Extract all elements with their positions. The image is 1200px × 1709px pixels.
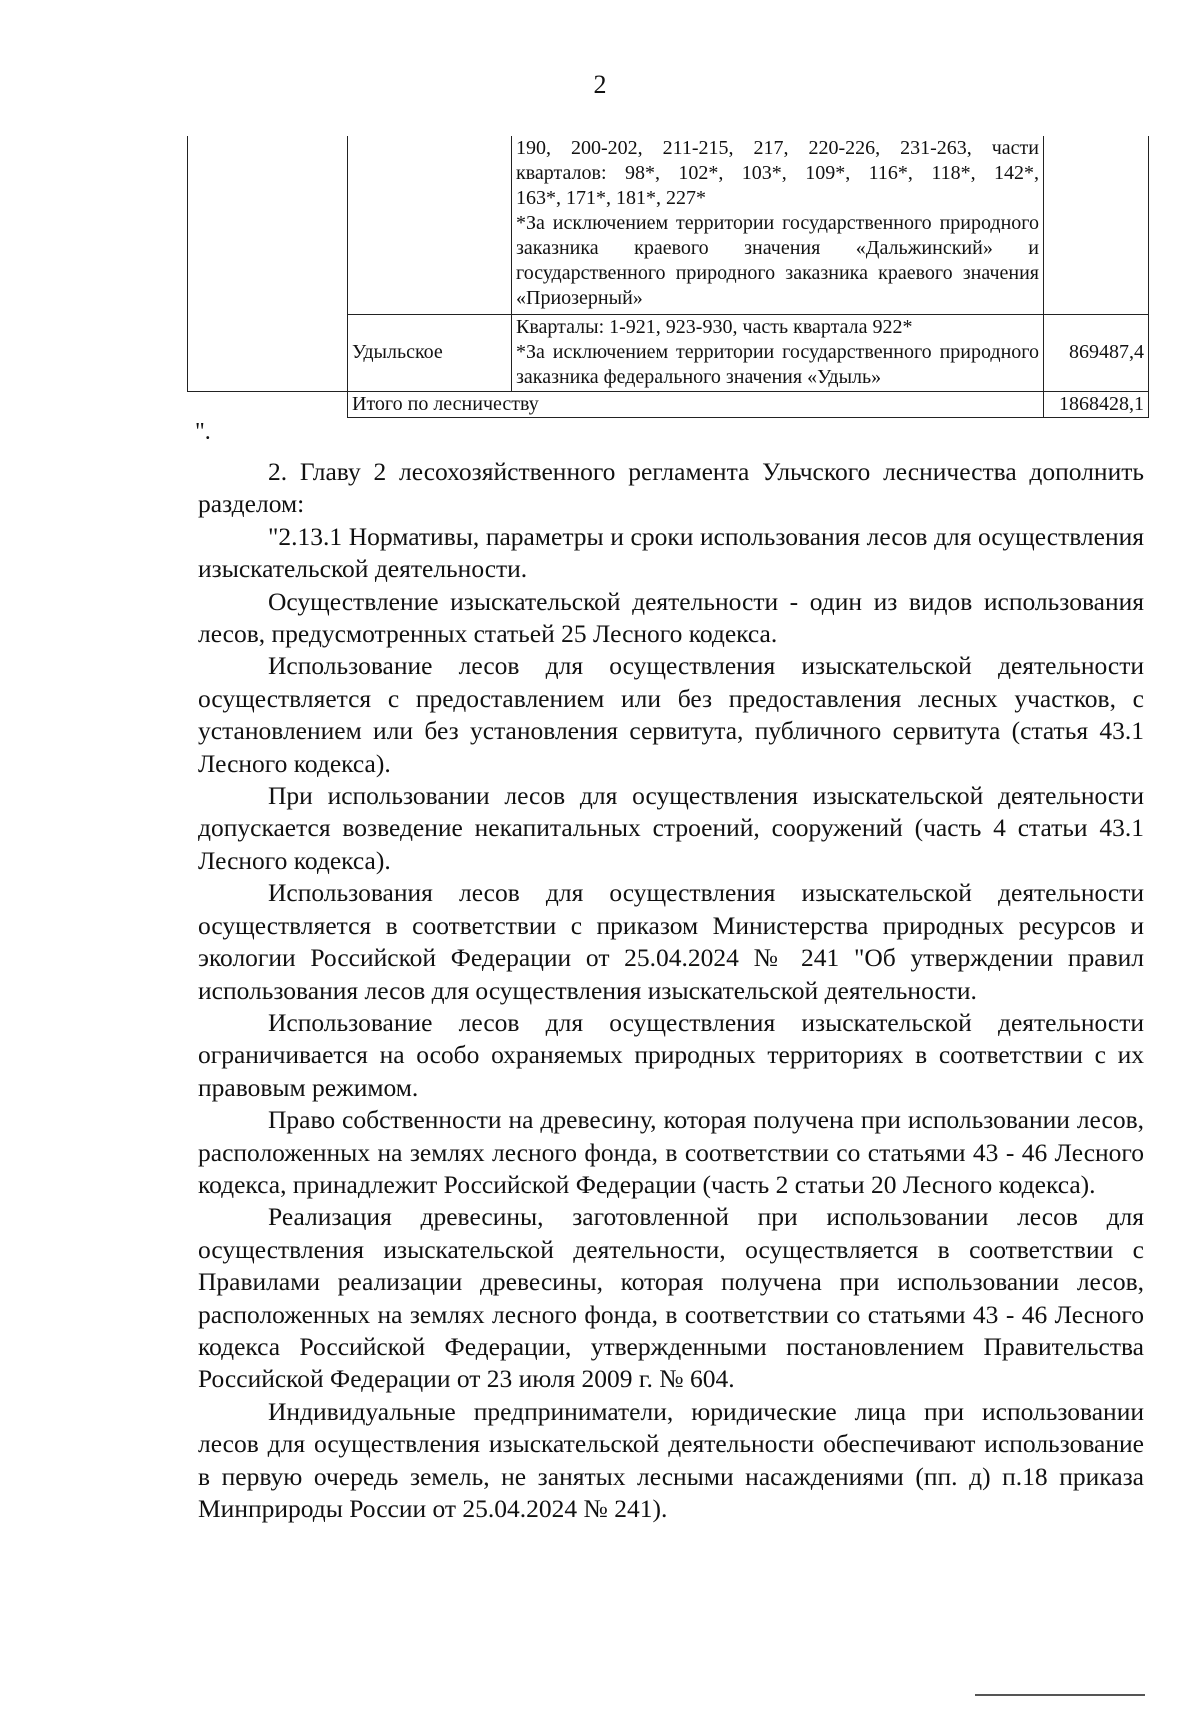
paragraph: Осуществление изыскательской деятельности - один из видов использования лесов, предусмотренных статьей 25 Лесного кодекса. (198, 586, 1144, 649)
closing-quote: ". (195, 419, 211, 445)
quarters-note: *За исключением территории государственного природного заказника федерального значения «Удыль» (516, 340, 1039, 388)
table-cell-quarters (512, 136, 1044, 314)
paragraph: Использование лесов для осуществления изыскательской деятельности осуществляется с предоставлением или без предоставления лесных участков, с установлением или без установления сервитута, публичного сервитута (статья 43.1 Лесного кодекса). (198, 651, 1144, 778)
table-cell-empty (188, 391, 348, 417)
forestry-table (187, 136, 1149, 418)
paragraph: Индивидуальные предприниматели, юридические лица при использовании лесов для осуществления изыскательской деятельности обеспечивают использование в первую очередь земель, не занятых лесными насаждениями (пп. д) п.18 приказа Минприроды России от 25.04.2024 № 241). (198, 1396, 1144, 1523)
paragraph: При использовании лесов для осуществления изыскательской деятельности допускается возведение некапитальных строений, сооружений (часть 4 статьи 43.1 Лесного кодекса). (198, 781, 1144, 875)
quarters-line: 163*, 171*, 181*, 227* (516, 187, 706, 209)
table-cell-area (1044, 136, 1149, 314)
total-area: 1868428,1 (1044, 391, 1149, 417)
table-cell-area: 869487,4 (1044, 314, 1149, 391)
quarters-line: Кварталы: 1-921, 923-930, часть квартала 922* (516, 315, 913, 338)
table-cell-quarters (512, 314, 1044, 391)
footer-rule (975, 1694, 1145, 1696)
quarters-note: *За исключением территории государственного природного заказника краевого значения «Дальжинский» и государственного природного заказника краевого значения «Приозерный» (516, 212, 1039, 309)
table-row-total (188, 391, 1149, 417)
document-body (198, 456, 1144, 1525)
paragraph: Реализация древесины, заготовленной при использовании лесов для осуществления изыскательской деятельности, осуществляется в соответствии с Правилами реализации древесины, которая получена при использовании лесов, расположенных на землях лесного фонда, в соответствии со статьями 43 - 46 Лесного кодекса Российской Федерации, утвержденными постановлением Правительства Российской Федерации от 23 июля 2009 г. № 604. (198, 1202, 1144, 1394)
paragraph: "2.13.1 Нормативы, параметры и сроки использования лесов для осуществления изыскательской деятельности. (198, 521, 1144, 584)
table-cell-empty (188, 136, 348, 391)
table-cell-subdivision (348, 136, 512, 314)
quarters-line: 190, 200-202, 211-215, 217, 220-226, 231-263, части (516, 137, 1039, 159)
paragraph: Использования лесов для осуществления изыскательской деятельности осуществляется в соответствии с приказом Министерства природных ресурсов и экологии Российской Федерации от 25.04.2024 № 241 "Об утверждении правил использования лесов для осуществления изыскательской деятельности. (198, 878, 1144, 1005)
total-label: Итого по лесничеству (348, 391, 1044, 417)
page-number: 2 (593, 70, 607, 99)
paragraph: Использование лесов для осуществления изыскательской деятельности ограничивается на особо охраняемых природных территориях в соответствии с их правовым режимом. (198, 1007, 1144, 1102)
paragraph: Право собственности на древесину, которая получена при использовании лесов, расположенных на землях лесного фонда, в соответствии со статьями 43 - 46 Лесного кодекса, принадлежит Российской Федерации (часть 2 статьи 20 Лесного кодекса). (198, 1105, 1144, 1199)
table-row (188, 136, 1149, 314)
paragraph: 2. Главу 2 лесохозяйственного регламента Ульчского лесничества дополнить разделом: (198, 457, 1144, 519)
table-cell-subdivision: Удыльское (348, 314, 512, 391)
quarters-line: кварталов: 98*, 102*, 103*, 109*, 116*, 118*, 142*, (516, 162, 1039, 184)
